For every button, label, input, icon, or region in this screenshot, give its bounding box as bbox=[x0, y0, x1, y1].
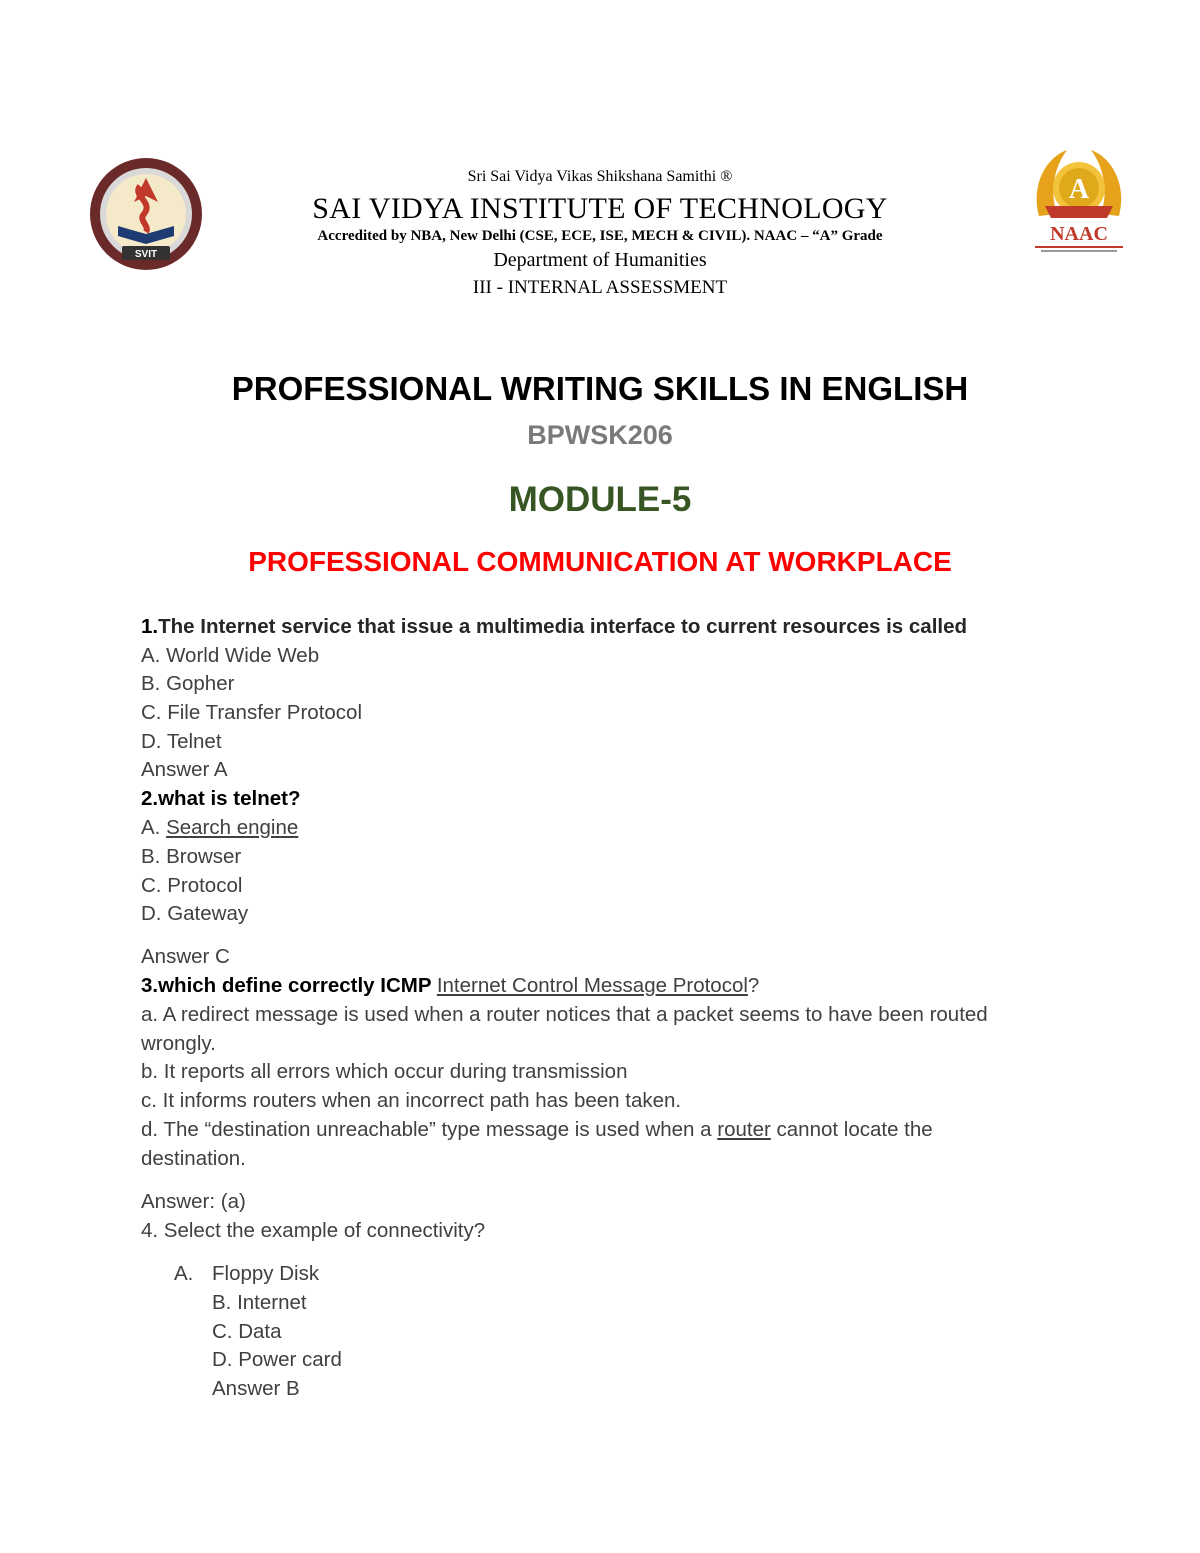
institute-name: SAI VIDYA INSTITUTE OF TECHNOLOGY bbox=[312, 192, 888, 225]
assessment-title: III - INTERNAL ASSESSMENT bbox=[472, 277, 728, 298]
svg-text:SVIT: SVIT bbox=[134, 249, 158, 260]
q3-answer: Answer: (a) bbox=[141, 1190, 246, 1213]
svg-text:A: A bbox=[1068, 174, 1090, 205]
q1-option-a: A. World Wide Web bbox=[141, 644, 320, 667]
q1-option-c: C. File Transfer Protocol bbox=[141, 701, 363, 724]
q4-option-a: A. Floppy Disk bbox=[174, 1262, 320, 1285]
search-engine-link[interactable]: Search engine bbox=[166, 816, 299, 839]
q3-option-b: b. It reports all errors which occur during transmission bbox=[141, 1060, 628, 1083]
router-link[interactable]: router bbox=[717, 1118, 771, 1141]
q2-option-b: B. Browser bbox=[141, 845, 242, 868]
q4-answer: Answer B bbox=[212, 1377, 300, 1400]
q2-option-c: C. Protocol bbox=[141, 874, 243, 897]
q4-option-b: B. Internet bbox=[212, 1291, 307, 1314]
topic-title: PROFESSIONAL COMMUNICATION AT WORKPLACE bbox=[248, 546, 952, 577]
q3-option-a-line2: wrongly. bbox=[141, 1032, 216, 1055]
q1-option-b: B. Gopher bbox=[141, 672, 235, 695]
icmp-link[interactable]: Internet Control Message Protocol bbox=[436, 974, 748, 997]
q2-answer: Answer C bbox=[141, 945, 230, 968]
q3-option-c: c. It informs routers when an incorrect path has been taken. bbox=[141, 1089, 682, 1112]
question-2: 2.what is telnet? bbox=[141, 787, 301, 810]
q4-option-c: C. Data bbox=[212, 1320, 282, 1343]
accreditation-line: Accredited by NBA, New Delhi (CSE, ECE, ISE, MECH & CIVIL). NAAC – “A” Grade bbox=[317, 228, 883, 244]
course-title: PROFESSIONAL WRITING SKILLS IN ENGLISH bbox=[231, 370, 969, 407]
q2-option-a: A. Search engine bbox=[141, 816, 299, 839]
question-4: 4. Select the example of connectivity? bbox=[141, 1219, 486, 1242]
q2-option-d: D. Gateway bbox=[141, 902, 249, 925]
department-name: Department of Humanities bbox=[493, 249, 707, 271]
q1-answer: Answer A bbox=[141, 758, 228, 781]
q3-option-a-line1: a. A redirect message is used when a router notices that a packet seems to have been routed bbox=[141, 1003, 988, 1026]
course-code: BPWSK206 bbox=[527, 420, 673, 450]
q3-option-d-line1: d. The “destination unreachable” type message is used when a router cannot locate the bbox=[141, 1118, 933, 1141]
q3-option-d-line2: destination. bbox=[141, 1147, 246, 1170]
q4-option-d: D. Power card bbox=[212, 1348, 342, 1371]
q1-option-d: D. Telnet bbox=[141, 730, 222, 753]
module-title: MODULE-5 bbox=[508, 480, 692, 519]
samithi-name: Sri Sai Vidya Vikas Shikshana Samithi ® bbox=[467, 168, 733, 185]
svg-text:NAAC: NAAC bbox=[1050, 223, 1108, 245]
question-3: 3.which define correctly ICMP Internet Control Message Protocol? bbox=[141, 974, 760, 997]
question-1: 1.The Internet service that issue a multimedia interface to current resources is called bbox=[141, 615, 968, 638]
